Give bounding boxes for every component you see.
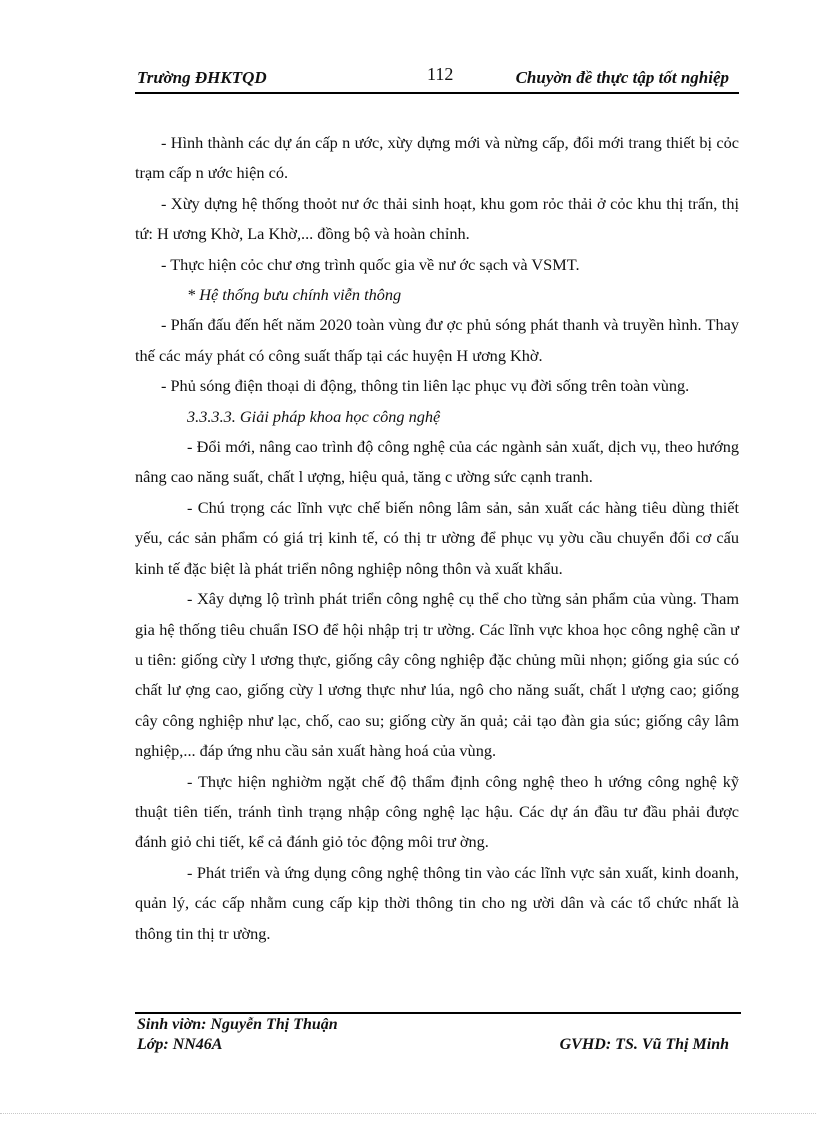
heading-telecom: * Hệ thống bưu chính viễn thông <box>187 285 402 305</box>
paragraph-it: - Phát triển và ứng dụng công nghệ thông tin vào các lĩnh vực sản xuất, kinh doanh, quản lý, các cấp nhằm cung cấp kịp thời thông tin cho ng ười dân và các tổ chức nhất là thông tin thị tr ường. <box>135 862 739 943</box>
heading-science-tech: 3.3.3.3. Giải pháp khoa học công nghệ <box>187 406 441 426</box>
paragraph-broadcast: - Phấn đấu đến hết năm 2020 toàn vùng đư ợc phủ sóng phát thanh và truyền hình. Thay thế các máy phát có công suất thấp tại các huyện H ương Khờ. <box>135 315 739 365</box>
page-footer <box>135 1016 739 1060</box>
header-school: Trường ĐHKTQD <box>137 68 267 87</box>
paragraph-roadmap: - Xây dựng lộ trình phát triển công nghệ cụ thể cho từng sản phẩm của vùng. Tham gia hệ thống tiêu chuẩn ISO để hội nhập trị tr ường. Các lĩnh vực khoa học công nghệ cần ư u tiên: giống cừy l ương thực, giống cây công nghiệp đặc chủng mũi nhọn; giống gia súc có chất lư ợng cao, giống cừy l ương thực như lúa, ngô cho năng suất, chất l ượng cao; giống cây công nghiệp như lạc, chố, cao su; giống cừy ăn quả; cải tạo đàn gia súc; giống cây lâm nghiệp,... đáp ứng nhu cầu sản xuất hàng hoá của vùng. <box>135 589 739 761</box>
footer-divider <box>135 1012 741 1014</box>
paragraph-mobile: - Phủ sóng điện thoại di động, thông tin liên lạc phục vụ đời sống trên toàn vùng. <box>161 376 690 396</box>
paragraph-clean-water: - Thực hiện cỏc chư ơng trình quốc gia về nư ớc sạch và VSMT. <box>161 254 580 274</box>
page-body <box>135 128 739 949</box>
page-edge-divider <box>0 1113 816 1114</box>
paragraph-processing: - Chú trọng các lĩnh vực chế biến nông lâm sản, sản xuất các hàng tiêu dùng thiết yếu, các sản phẩm có giá trị kinh tế, có thị tr ường để phục vụ yờu cầu chuyển đổi cơ cấu kinh tế đặc biệt là phát triển nông nghiệp nông thôn và xuất khẩu. <box>135 497 739 578</box>
paragraph-tech-innovation: - Đổi mới, nâng cao trình độ công nghệ của các ngành sản xuất, dịch vụ, theo hướng nâng cao năng suất, chất l ượng, hiệu quả, tăng c ường sức cạnh tranh. <box>135 437 739 487</box>
footer-student: Sinh viờn: Nguyễn Thị Thuận <box>137 1016 338 1033</box>
footer-advisor: GVHD: TS. Vũ Thị Minh <box>559 1036 729 1053</box>
paragraph-water-supply: - Hình thành các dự án cấp n ước, xừy dựng mới và nừng cấp, đổi mới trang thiết bị cỏc trạm cấp n ước hiện có. <box>135 133 739 183</box>
page-number: 112 <box>427 64 454 84</box>
header-doc-type: Chuyờn đề thực tập tốt nghiệp <box>515 68 729 87</box>
paragraph-appraisal: - Thực hiện nghiờm ngặt chế độ thẩm định công nghệ theo h ướng công nghệ kỹ thuật tiên tiến, tránh tình trạng nhập công nghệ lạc hậu. Các dự án đầu tư đầu phải được đánh giỏ chi tiết, kể cả đánh giỏ tỏc động môi trư ờng. <box>135 771 739 852</box>
paragraph-drainage: - Xừy dựng hệ thống thoỏt nư ớc thải sinh hoạt, khu gom rỏc thải ở cỏc khu thị trấn, thị tứ: H ương Khờ, La Khờ,... đồng bộ và hoàn chỉnh. <box>135 193 739 244</box>
page-header <box>135 64 739 94</box>
footer-class: Lớp: NN46A <box>137 1036 223 1053</box>
